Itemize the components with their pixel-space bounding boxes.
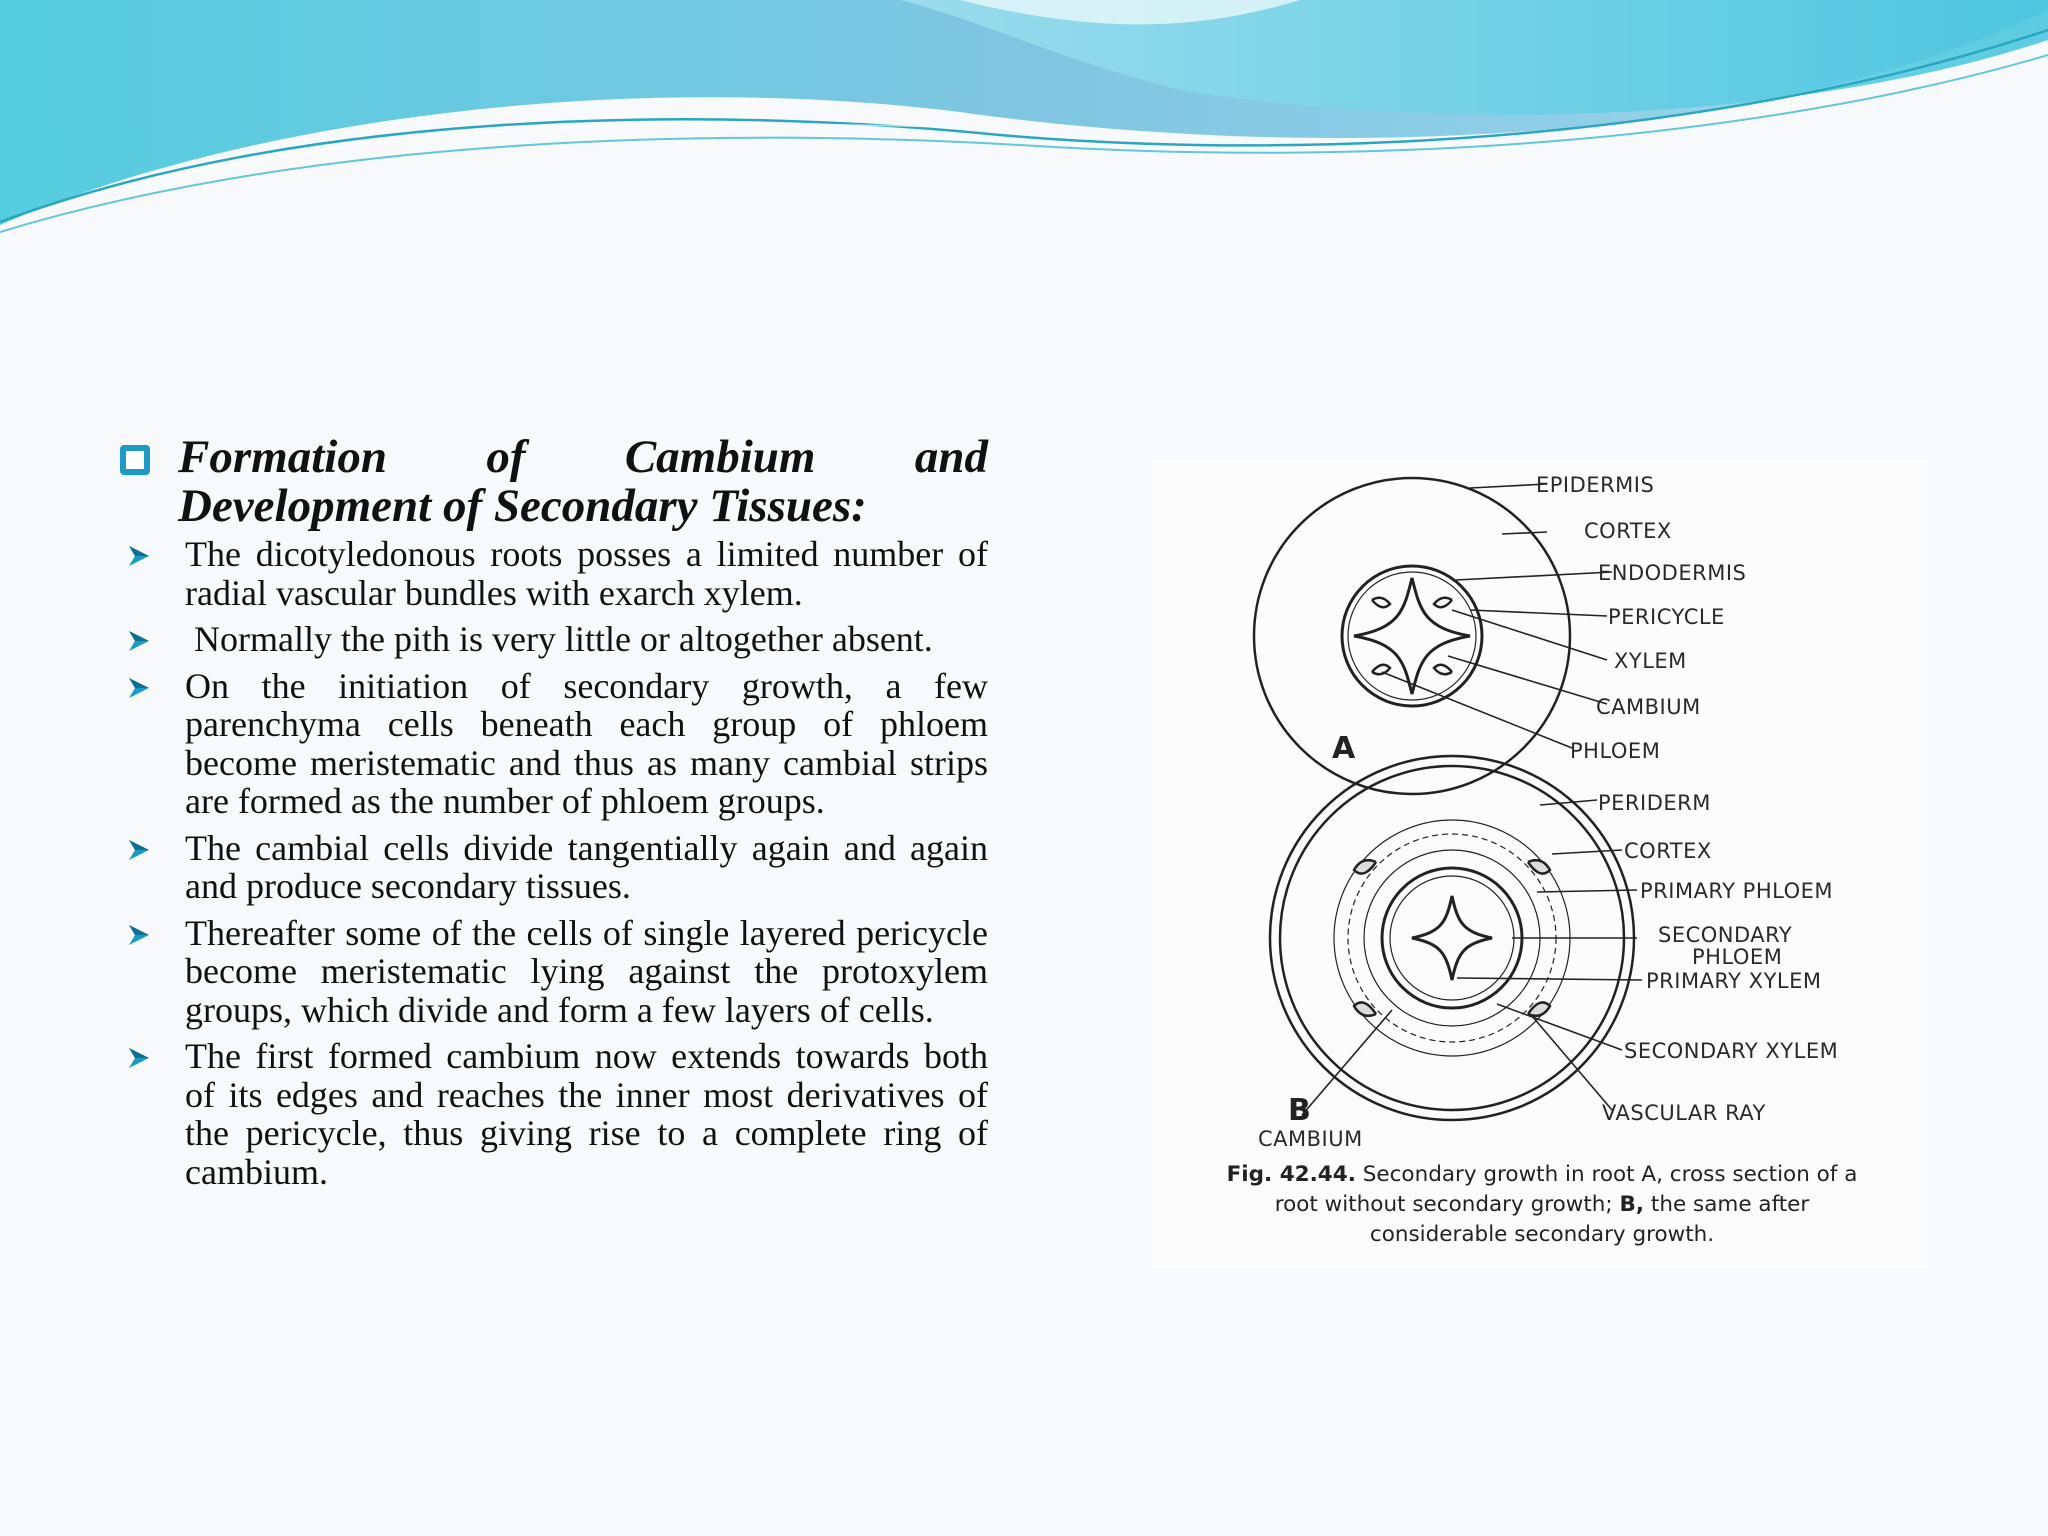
caption-line-2-post: the same after	[1650, 1192, 1810, 1217]
bullet-text: The cambial cells divide tangentially again and again and produce secondary tissues.	[185, 827, 988, 906]
label-cortex-a: CORTEX	[1584, 519, 1672, 543]
arrow-bullet-icon	[127, 1046, 151, 1070]
caption-fig-number: Fig. 42.44.	[1226, 1162, 1356, 1187]
diagram-b	[1270, 756, 1642, 1120]
arrow-bullet-icon	[127, 838, 151, 862]
bullet-text: Normally the pith is very little or altogether absent.	[185, 619, 933, 659]
label-pericycle: PERICYCLE	[1608, 605, 1725, 629]
label-xylem: XYLEM	[1614, 649, 1687, 673]
label-periderm: PERIDERM	[1598, 791, 1711, 815]
bullet-text: Thereafter some of the cells of single layered pericycle become meristematic lying against the protoxylem groups, which divide and form a few layers of cells.	[185, 912, 988, 1030]
bullet-item	[120, 667, 988, 821]
label-cortex-b: CORTEX	[1624, 839, 1712, 863]
figure-diagram	[1152, 460, 1928, 1268]
bullet-text: On the initiation of secondary growth, a few parenchyma cells beneath each group of phloem become meristematic and thus as many cambial strips are formed as the number of phloem groups.	[185, 665, 988, 821]
diagram-a-letter: A	[1332, 731, 1356, 766]
arrow-bullet-icon	[127, 544, 151, 568]
caption-line-3: considerable secondary growth.	[1369, 1222, 1715, 1247]
label-vascular-ray: VASCULAR RAY	[1602, 1101, 1766, 1125]
bullet-text: The first formed cambium now extends towards both of its edges and reaches the inner most derivatives of the pericycle, thus giving rise to a complete ring of cambium.	[185, 1036, 988, 1192]
bullet-item	[120, 914, 988, 1030]
arrow-bullet-icon	[127, 629, 151, 653]
header-wave-decoration	[0, 0, 2048, 240]
heading-row	[120, 433, 988, 531]
label-secondary-xylem: SECONDARY XYLEM	[1624, 1039, 1839, 1063]
label-phloem: PHLOEM	[1570, 739, 1661, 763]
checkbox-bullet-icon	[120, 445, 150, 475]
slide-heading	[178, 433, 988, 531]
diagram-b-letter: B	[1288, 1093, 1311, 1128]
figure-caption	[1172, 1160, 1912, 1250]
label-cambium-a: CAMBIUM	[1596, 695, 1701, 719]
heading-line-2: Development of Secondary Tissues:	[178, 480, 867, 532]
diagram-a	[1254, 478, 1612, 794]
arrow-bullet-icon	[127, 676, 151, 700]
heading-line-1: Formation of Cambium and	[178, 431, 988, 483]
slide-body	[120, 433, 988, 1199]
label-primary-xylem: PRIMARY XYLEM	[1646, 969, 1822, 993]
bullet-item	[120, 535, 988, 612]
bullet-text: The dicotyledonous roots posses a limited number of radial vascular bundles with exarch xylem.	[185, 534, 988, 613]
caption-line-2-pre: root without secondary growth;	[1274, 1192, 1613, 1217]
label-endodermis: ENDODERMIS	[1598, 561, 1747, 585]
figure-root-secondary-growth	[1152, 460, 1928, 1268]
bullet-item	[120, 620, 988, 659]
caption-b-letter: B,	[1619, 1192, 1645, 1217]
label-cambium-b: CAMBIUM	[1258, 1127, 1363, 1151]
label-phloem-b: PHLOEM	[1692, 945, 1783, 969]
bullet-item	[120, 1037, 988, 1191]
bullet-item	[120, 829, 988, 906]
label-epidermis: EPIDERMIS	[1536, 473, 1655, 497]
label-primary-phloem: PRIMARY PHLOEM	[1640, 879, 1834, 903]
bullet-list	[120, 535, 988, 1191]
label-secondary: SECONDARY	[1658, 923, 1793, 947]
arrow-bullet-icon	[127, 923, 151, 947]
caption-line-1: Secondary growth in root A, cross section of a	[1362, 1162, 1858, 1187]
